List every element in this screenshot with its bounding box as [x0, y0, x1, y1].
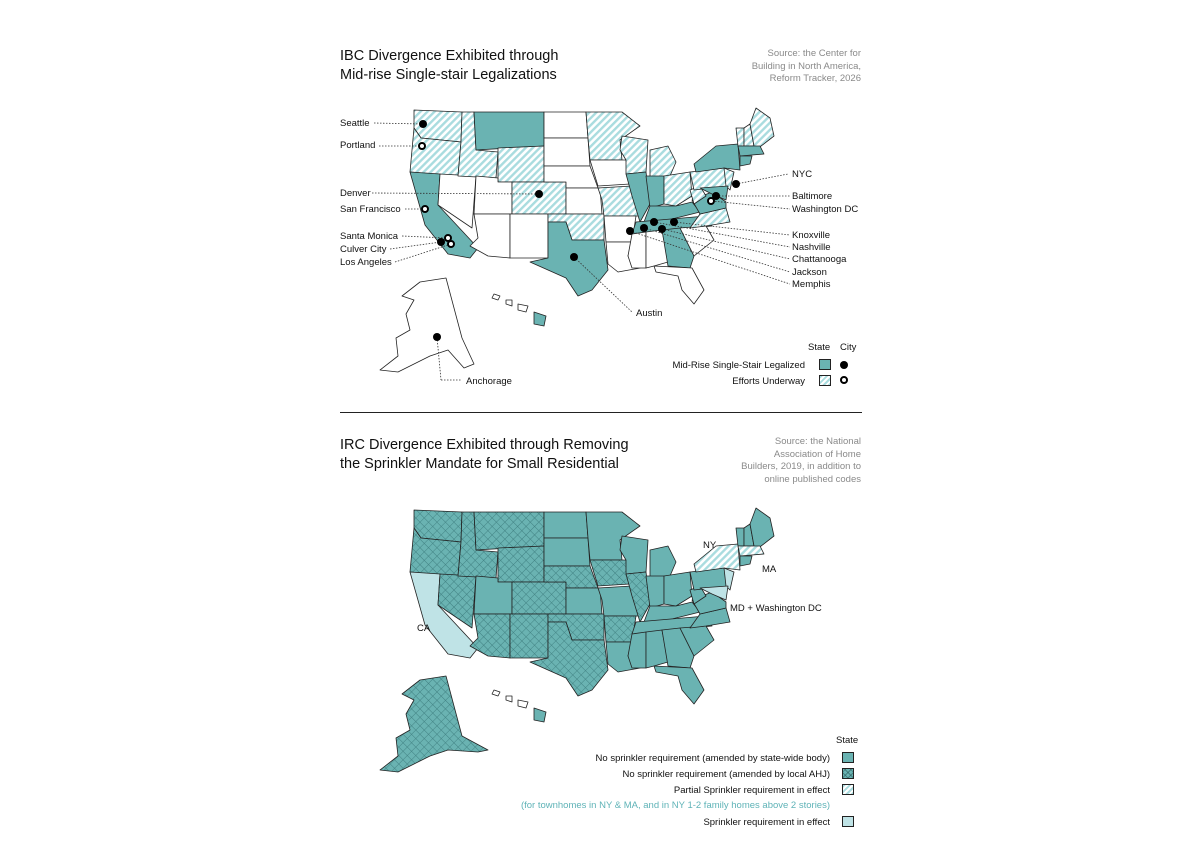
city-marker-los-angeles — [447, 240, 455, 248]
city-marker-jackson — [640, 224, 648, 232]
state2-oh — [664, 572, 692, 606]
state-nm — [510, 214, 548, 258]
state-sd — [544, 138, 590, 166]
city-marker-anchorage — [433, 333, 441, 341]
city-label-memphis: Memphis — [792, 279, 831, 290]
city-marker-austin — [570, 253, 578, 261]
state-hi-4 — [534, 312, 546, 326]
map1-source — [660, 48, 861, 86]
state-ny — [694, 144, 740, 172]
state2-nd — [544, 512, 588, 538]
state-ct — [740, 156, 752, 166]
city-label-san-francisco: San Francisco — [340, 204, 401, 215]
map1-legend-underway-swatch — [819, 375, 831, 386]
map1-title-line2: Mid-rise Single-stair Legalizations — [340, 67, 557, 83]
map2-source-line: online published codes — [764, 473, 861, 485]
city-label-anchorage: Anchorage — [466, 376, 512, 387]
map2-legend-state-header: State — [836, 735, 859, 746]
city-label-seattle: Seattle — [340, 118, 370, 129]
state2-hi-1 — [492, 690, 500, 696]
state2-ma — [738, 546, 764, 556]
state2-hi-3 — [518, 700, 528, 708]
state-ks — [566, 188, 602, 214]
city-label-nashville: Nashville — [792, 242, 831, 253]
state-label-ny: NY — [703, 540, 717, 551]
state2-co — [512, 582, 566, 614]
map1-source-line: Reform Tracker, 2026 — [769, 73, 861, 84]
city-label-jackson: Jackson — [792, 267, 827, 278]
city-marker-nyc — [732, 180, 740, 188]
map1-source-line: Building in North America, — [751, 60, 861, 72]
state2-ny — [694, 544, 740, 572]
state2-ut — [474, 576, 512, 614]
section-divider — [340, 412, 862, 413]
map1-source-line: Source: the Center for — [767, 48, 861, 59]
map2-title-line1: IRC Divergence Exhibited through Removing — [340, 437, 629, 453]
state2-nm — [510, 614, 548, 658]
city-label-washington-dc: Washington DC — [792, 204, 859, 215]
state-ut — [474, 176, 512, 214]
map2-legend-note: (for townhomes in NY & MA, and in NY 1-2 family homes above 2 stories) — [520, 800, 830, 811]
map2-legend-row2-label: No sprinkler requirement (amended by local AHJ) — [622, 769, 830, 780]
map2-legend-required-swatch — [842, 816, 854, 827]
map1-legend-state-header: State — [808, 342, 831, 353]
map2-title-line2: the Sprinkler Mandate for Small Residential — [340, 456, 619, 472]
state-me — [750, 108, 774, 150]
state-wy — [498, 146, 544, 182]
map2-legend-row4-label: Sprinkler requirement in effect — [703, 817, 830, 828]
state2-fl — [654, 666, 704, 704]
map2-source-line: Source: the National — [774, 436, 861, 447]
map1-title-line1: IBC Divergence Exhibited through — [340, 48, 559, 64]
state-hi-1 — [492, 294, 500, 300]
state2-mt — [474, 512, 544, 550]
city-marker-denver — [535, 190, 543, 198]
state-hi-2 — [506, 300, 512, 306]
state2-az — [470, 614, 510, 658]
city-label-portland: Portland — [340, 140, 376, 151]
state-ak — [380, 278, 474, 372]
city-label-santa-monica: Santa Monica — [340, 231, 399, 242]
map1-title — [340, 47, 558, 85]
state-hi-3 — [518, 304, 528, 312]
map2-legend-partial-swatch — [842, 784, 854, 795]
state2-ct — [740, 556, 752, 566]
state-nd — [544, 112, 588, 138]
state2-mi — [650, 546, 676, 578]
state-fl — [654, 266, 704, 304]
state2-hi-2 — [506, 696, 512, 702]
city-label-nyc: NYC — [792, 169, 813, 180]
city-label-austin: Austin — [636, 308, 663, 319]
city-marker-portland — [418, 142, 426, 150]
map1-legend-row1-label: Mid-Rise Single-Stair Legalized — [672, 360, 805, 371]
map1-legend-legalized-marker — [840, 361, 848, 369]
state-label-ca: CA — [417, 623, 431, 634]
state-ma — [738, 146, 764, 156]
map1-legend-underway-marker — [840, 376, 848, 384]
city-label-chattanooga: Chattanooga — [792, 254, 847, 265]
state-oh — [664, 172, 692, 206]
city-marker-nashville — [650, 218, 658, 226]
map2-legend-row1-label: No sprinkler requirement (amended by state-wide body) — [595, 753, 830, 764]
state2-sd — [544, 538, 590, 566]
state-vt — [736, 128, 744, 146]
state2-vt — [736, 528, 744, 546]
state-mi — [650, 146, 676, 178]
map1-legend-row2-label: Efforts Underway — [732, 376, 805, 387]
city-marker-washington-dc — [707, 197, 715, 205]
state2-ks — [566, 588, 602, 614]
map2-legend-row3-label: Partial Sprinkler requirement in effect — [673, 785, 830, 796]
city-marker-culver-city — [437, 238, 445, 246]
state2-wy — [498, 546, 544, 582]
map2-legend-local-ahj-swatch — [842, 768, 854, 779]
state2-me — [750, 508, 774, 550]
city-marker-san-francisco — [421, 205, 429, 213]
state-mt — [474, 112, 544, 150]
map2-source-line: Association of Home — [773, 448, 861, 460]
state-co — [512, 182, 566, 214]
city-label-los-angeles: Los Angeles — [340, 257, 392, 268]
city-label-denver: Denver — [340, 188, 371, 199]
city-marker-knoxville — [670, 218, 678, 226]
city-marker-chattanooga — [658, 225, 666, 233]
state-az — [470, 214, 510, 258]
map2-legend-statewide-swatch — [842, 752, 854, 763]
city-marker-seattle — [419, 120, 427, 128]
state2-hi-4 — [534, 708, 546, 722]
city-label-culver-city: Culver City — [340, 244, 387, 255]
map2-source — [640, 436, 861, 486]
map1-legend-legalized-swatch — [819, 359, 831, 370]
map2-source-line: Builders, 2019, in addition to — [741, 461, 861, 472]
city-label-knoxville: Knoxville — [792, 230, 831, 241]
map2-title — [340, 436, 629, 474]
city-marker-memphis — [626, 227, 634, 235]
map1-legend-city-header: City — [840, 342, 857, 353]
state-label-ma: MA — [762, 564, 777, 575]
state-label-md-dc: MD + Washington DC — [730, 603, 822, 614]
state2-wa — [414, 510, 462, 542]
state2-ak — [380, 676, 488, 772]
city-label-baltimore: Baltimore — [792, 191, 833, 202]
